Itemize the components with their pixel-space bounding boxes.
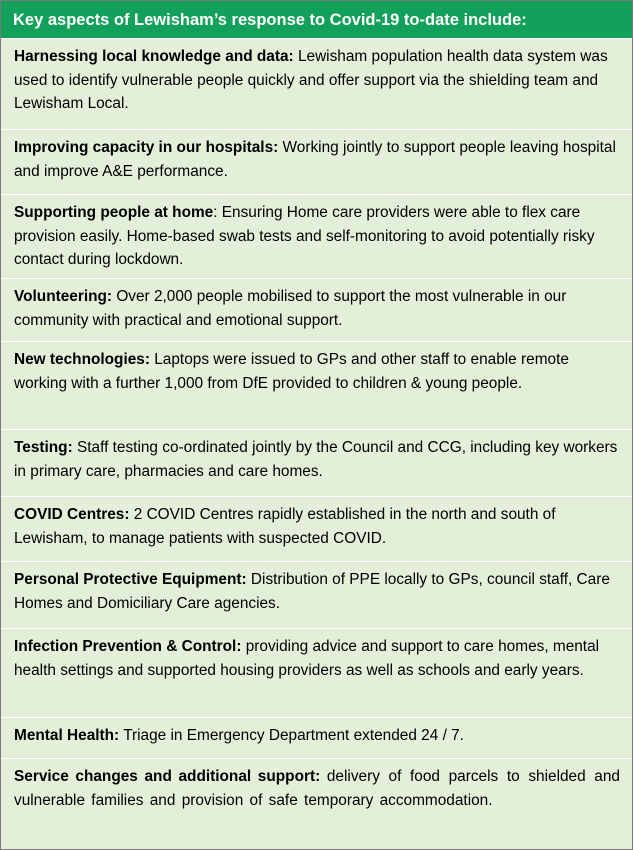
item-title: Improving capacity in our hospitals: <box>14 139 279 156</box>
list-item <box>1 278 632 341</box>
item-title: Service changes and additional support: <box>14 768 321 785</box>
item-title: Personal Protective Equipment: <box>14 571 247 588</box>
list-item <box>1 496 632 561</box>
list-item <box>1 429 632 496</box>
list-item <box>1 758 632 849</box>
item-text: 2 COVID Centres rapidly established in the north and south of Lewisham, to manage patients with suspected COVID. <box>14 506 556 547</box>
list-item <box>1 194 632 278</box>
item-text: Laptops were issued to GPs and other staff to enable remote working with a further 1,000 from DfE provided to children & young people. <box>14 351 569 392</box>
item-title: Harnessing local knowledge and data: <box>14 48 294 65</box>
list-item <box>1 341 632 429</box>
item-text: Lewisham population health data system was used to identify vulnerable people quickly and offer support via the shielding team and Lewisham Local. <box>14 48 608 112</box>
item-text: : Ensuring Home care providers were able to flex care provision easily. Home-based swab tests and self-monitoring to avoid potentially risky contact during lockdown. <box>14 204 595 268</box>
list-item <box>1 129 632 194</box>
item-text: Over 2,000 people mobilised to support the most vulnerable in our community with practical and emotional support. <box>14 288 567 329</box>
item-title: Supporting people at home <box>14 204 214 221</box>
list-item <box>1 628 632 717</box>
item-title: Mental Health: <box>14 727 120 744</box>
header-title: Key aspects of Lewisham’s response to Covid-19 to-date include: <box>13 11 527 29</box>
table-header <box>1 1 632 38</box>
item-text: delivery of food parcels to shielded and vulnerable families and provision of safe temporary accommodation. <box>14 768 620 809</box>
item-title: New technologies: <box>14 351 150 368</box>
item-text: Staff testing co-ordinated jointly by the Council and CCG, including key workers in primary care, pharmacies and care homes. <box>14 439 618 480</box>
item-text: Distribution of PPE locally to GPs, council staff, Care Homes and Domiciliary Care agencies. <box>14 571 610 612</box>
list-item <box>1 717 632 758</box>
item-title: Infection Prevention & Control: <box>14 638 242 655</box>
list-item <box>1 561 632 628</box>
list-item <box>1 38 632 129</box>
item-title: COVID Centres: <box>14 506 130 523</box>
item-title: Volunteering: <box>14 288 113 305</box>
item-text: Working jointly to support people leaving hospital and improve A&E performance. <box>14 139 616 180</box>
item-title: Testing: <box>14 439 73 456</box>
item-text: Triage in Emergency Department extended 24 / 7. <box>123 727 464 744</box>
item-text: providing advice and support to care homes, mental health settings and supported housing providers as well as schools and early years. <box>14 638 600 679</box>
